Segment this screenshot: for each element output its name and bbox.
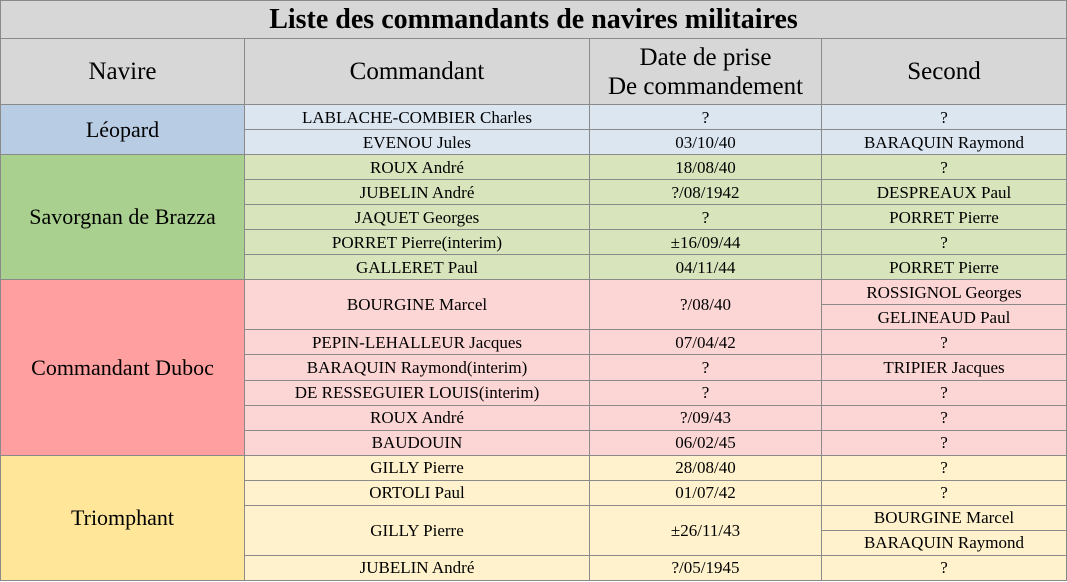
- header-date: [590, 39, 822, 105]
- date-cell: 28/08/40: [590, 455, 822, 480]
- commandant-cell: BARAQUIN Raymond(interim): [245, 355, 590, 380]
- commandant-cell: ROUX André: [245, 405, 590, 430]
- commandant-cell: PORRET Pierre(interim): [245, 230, 590, 255]
- second-cell: PORRET Pierre: [822, 205, 1067, 230]
- second-cell: ?: [822, 455, 1067, 480]
- commandant-cell: GILLY Pierre: [245, 455, 590, 480]
- second-cell: DESPREAUX Paul: [822, 180, 1067, 205]
- header-commandant: Commandant: [245, 39, 590, 105]
- commandant-cell: LABLACHE-COMBIER Charles: [245, 105, 590, 130]
- date-cell: ?/05/1945: [590, 555, 822, 580]
- second-cell: ROSSIGNOL Georges: [822, 280, 1067, 305]
- second-cell: ?: [822, 430, 1067, 455]
- second-cell: ?: [822, 105, 1067, 130]
- date-cell: ?: [590, 380, 822, 405]
- second-cell: GELINEAUD Paul: [822, 305, 1067, 330]
- header-row: [1, 39, 1067, 105]
- table-row: [1, 455, 1067, 480]
- date-cell: ?: [590, 205, 822, 230]
- table-body: [1, 1, 1067, 581]
- table-row: [1, 280, 1067, 305]
- ship-name-savorgnan-de-brazza: Savorgnan de Brazza: [1, 155, 245, 280]
- table-row: [1, 155, 1067, 180]
- date-cell: 18/08/40: [590, 155, 822, 180]
- ship-name-commandant-duboc: Commandant Duboc: [1, 280, 245, 455]
- commandant-cell: JUBELIN André: [245, 555, 590, 580]
- commandant-cell: GILLY Pierre: [245, 505, 590, 555]
- date-cell: ?: [590, 355, 822, 380]
- commandant-cell: JUBELIN André: [245, 180, 590, 205]
- second-cell: BARAQUIN Raymond: [822, 530, 1067, 555]
- ship-name-leopard: Léopard: [1, 105, 245, 155]
- date-cell: 01/07/42: [590, 480, 822, 505]
- date-cell: 04/11/44: [590, 255, 822, 280]
- commandant-cell: DE RESSEGUIER LOUIS(interim): [245, 380, 590, 405]
- second-cell: ?: [822, 480, 1067, 505]
- header-navire: Navire: [1, 39, 245, 105]
- second-cell: ?: [822, 230, 1067, 255]
- header-date-line1: Date de prise: [639, 43, 772, 71]
- commandant-cell: JAQUET Georges: [245, 205, 590, 230]
- commandant-cell: BAUDOUIN: [245, 430, 590, 455]
- date-cell: ?: [590, 105, 822, 130]
- date-cell: ±16/09/44: [590, 230, 822, 255]
- commandant-cell: PEPIN-LEHALLEUR Jacques: [245, 330, 590, 355]
- date-cell: ±26/11/43: [590, 505, 822, 555]
- second-cell: BARAQUIN Raymond: [822, 130, 1067, 155]
- commandant-cell: BOURGINE Marcel: [245, 280, 590, 330]
- second-cell: ?: [822, 555, 1067, 580]
- second-cell: ?: [822, 155, 1067, 180]
- header-second: Second: [822, 39, 1067, 105]
- second-cell: ?: [822, 330, 1067, 355]
- second-cell: TRIPIER Jacques: [822, 355, 1067, 380]
- date-cell: ?/08/40: [590, 280, 822, 330]
- table-row: [1, 105, 1067, 130]
- commandant-cell: ROUX André: [245, 155, 590, 180]
- date-cell: ?/09/43: [590, 405, 822, 430]
- commandant-cell: GALLERET Paul: [245, 255, 590, 280]
- ship-name-triomphant: Triomphant: [1, 455, 245, 580]
- second-cell: BOURGINE Marcel: [822, 505, 1067, 530]
- title-row: [1, 1, 1067, 39]
- table-title: Liste des commandants de navires militaires: [1, 1, 1067, 39]
- header-date-line2: De commandement: [607, 72, 804, 100]
- date-cell: 06/02/45: [590, 430, 822, 455]
- second-cell: ?: [822, 405, 1067, 430]
- second-cell: ?: [822, 380, 1067, 405]
- second-cell: PORRET Pierre: [822, 255, 1067, 280]
- date-cell: 07/04/42: [590, 330, 822, 355]
- commandant-cell: EVENOU Jules: [245, 130, 590, 155]
- date-cell: ?/08/1942: [590, 180, 822, 205]
- date-cell: 03/10/40: [590, 130, 822, 155]
- commandant-cell: ORTOLI Paul: [245, 480, 590, 505]
